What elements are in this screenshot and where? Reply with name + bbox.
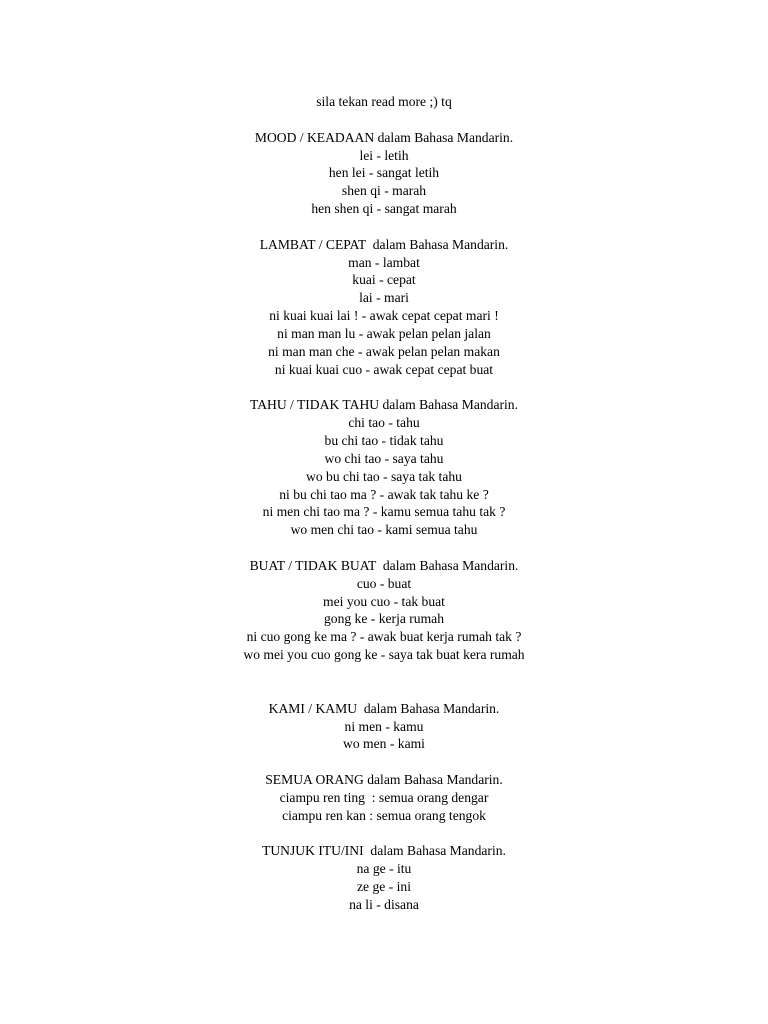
phrase-line: hen shen qi - sangat marah xyxy=(311,201,457,217)
blank-line xyxy=(0,218,768,236)
phrase-line: cuo - buat xyxy=(356,575,412,591)
phrase-line: man - lambat xyxy=(348,254,420,270)
section-heading: SEMUA ORANG dalam Bahasa Mandarin. xyxy=(265,772,503,788)
phrase-line: chi tao - tahu xyxy=(348,415,420,431)
blank-line xyxy=(0,825,768,843)
phrase-line: bu chi tao - tidak tahu xyxy=(324,433,444,449)
section-kami-kamu xyxy=(0,700,768,754)
intro-text: sila tekan read more ;) tq xyxy=(316,94,452,109)
phrase-line: kuai - cepat xyxy=(352,272,416,288)
section-tahu xyxy=(0,396,768,539)
phrase-line: na ge - itu xyxy=(356,861,412,877)
phrase-line: na li - disana xyxy=(349,896,419,912)
phrase-line: ni men chi tao ma ? - kamu semua tahu tak ? xyxy=(262,504,506,520)
section-buat xyxy=(0,557,768,664)
phrase-line: wo mei you cuo gong ke - saya tak buat kera rumah xyxy=(243,647,525,663)
phrase-line: ni man man lu - awak pelan pelan jalan xyxy=(277,325,491,341)
phrase-line: wo bu chi tao - saya tak tahu xyxy=(306,468,462,484)
phrase-line: wo chi tao - saya tahu xyxy=(324,450,444,466)
section-heading: TUNJUK ITU/INI dalam Bahasa Mandarin. xyxy=(262,843,506,859)
phrase-line: ni men - kamu xyxy=(344,718,424,734)
phrase-line: ni kuai kuai cuo - awak cepat cepat buat xyxy=(274,361,494,377)
section-semua-orang xyxy=(0,771,768,825)
document-body xyxy=(0,93,768,914)
section-lambat-cepat xyxy=(0,236,768,379)
phrase-line: lei - letih xyxy=(359,147,409,163)
phrase-line: mei you cuo - tak buat xyxy=(323,593,445,609)
phrase-line: ni man man che - awak pelan pelan makan xyxy=(268,343,500,359)
blank-line xyxy=(0,539,768,557)
phrase-line: gong ke - kerja rumah xyxy=(323,611,445,627)
section-heading: MOOD / KEADAAN dalam Bahasa Mandarin. xyxy=(254,129,514,145)
section-heading: KAMI / KAMU dalam Bahasa Mandarin. xyxy=(268,700,500,716)
phrase-line: ze ge - ini xyxy=(357,879,411,895)
phrase-line: ciampu ren kan : semua orang tengok xyxy=(282,807,486,823)
phrase-line: ciampu ren ting : semua orang dengar xyxy=(279,789,489,805)
phrase-line: ni kuai kuai lai ! - awak cepat cepat mari ! xyxy=(269,308,499,324)
phrase-line: ni cuo gong ke ma ? - awak buat kerja rumah tak ? xyxy=(246,629,522,645)
blank-line xyxy=(0,379,768,397)
blank-line xyxy=(0,753,768,771)
blank-line xyxy=(0,664,768,700)
blank-line xyxy=(0,111,768,129)
section-tunjuk xyxy=(0,842,768,913)
phrase-line: ni bu chi tao ma ? - awak tak tahu ke ? xyxy=(279,486,489,502)
section-heading: TAHU / TIDAK TAHU dalam Bahasa Mandarin. xyxy=(249,397,518,413)
section-heading: BUAT / TIDAK BUAT dalam Bahasa Mandarin. xyxy=(249,557,519,573)
section-heading: LAMBAT / CEPAT dalam Bahasa Mandarin. xyxy=(259,236,509,252)
phrase-line: wo men - kami xyxy=(343,736,425,752)
phrase-line: wo men chi tao - kami semua tahu xyxy=(290,522,478,538)
phrase-line: lai - mari xyxy=(359,290,409,306)
phrase-line: hen lei - sangat letih xyxy=(328,165,440,181)
section-mood xyxy=(0,129,768,218)
phrase-line: shen qi - marah xyxy=(341,183,427,199)
